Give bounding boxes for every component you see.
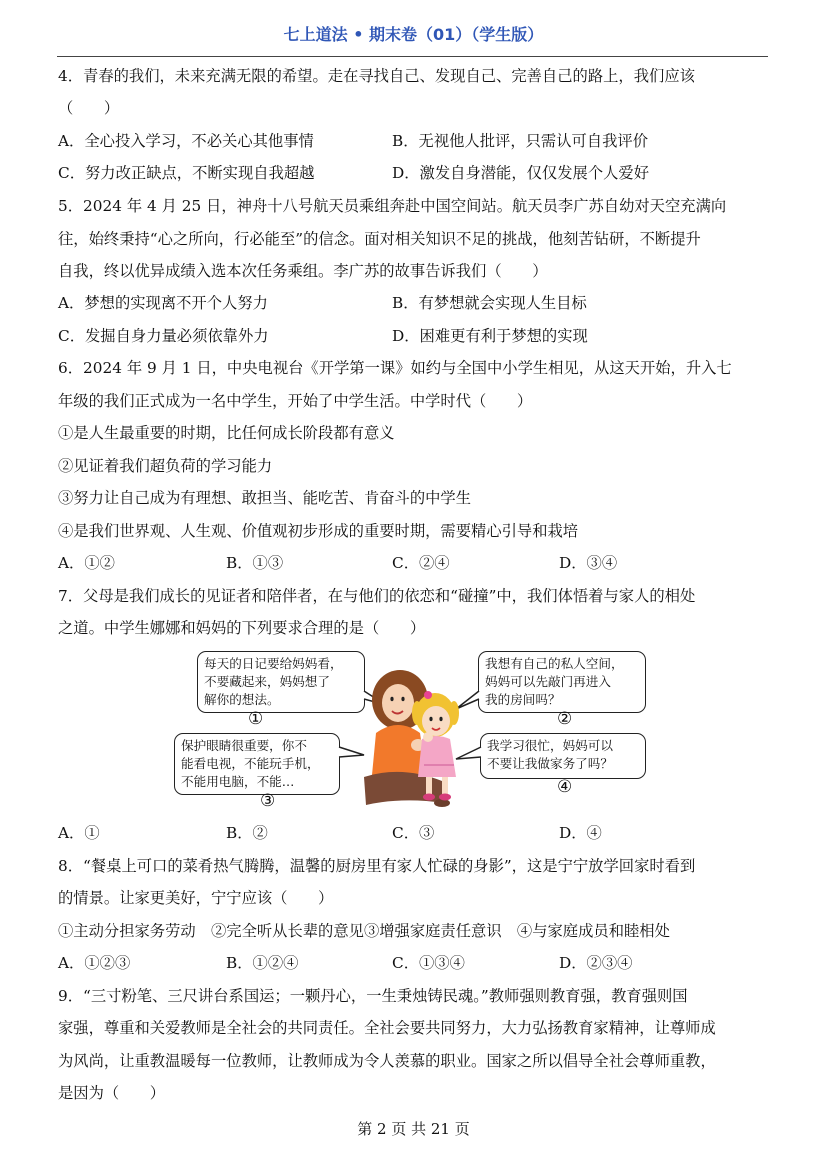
q5-option-c: C．发掘自身力量必须依靠外力 xyxy=(58,327,269,345)
bubble-1-line1: 每天的日记要给妈妈看， xyxy=(204,656,343,671)
mother-daughter-illustration xyxy=(362,665,472,810)
q6-option-a: A．①② xyxy=(58,554,115,572)
q5-option-b: B．有梦想就会实现人生目标 xyxy=(392,294,587,312)
q8-statements: ①主动分担家务劳动 ②完全听从长辈的意见③增强家庭责任意识 ④与家庭成员和睦相处 xyxy=(58,922,670,940)
q4-option-a: A．全心投入学习，不必关心其他事情 xyxy=(58,132,314,150)
q8-stem-line2: 的情景。让家更美好，宁宁应该（ ） xyxy=(58,889,334,907)
q9-stem-line1: 9．“三寸粉笔、三尺讲台系国运；一颗丹心，一生秉烛铸民魂。”教师强则教育强，教育强则国 xyxy=(58,987,688,1005)
mother-daughter-comic xyxy=(172,647,648,809)
q9-stem-line2: 家强，尊重和关爱教师是全社会的共同责任。全社会要共同努力，大力弘扬教育家精神，让尊师成 xyxy=(58,1019,716,1037)
q5-option-a: A．梦想的实现离不开个人努力 xyxy=(58,294,268,312)
bubble-2-line2: 妈妈可以先敲门再进入 xyxy=(485,674,611,689)
q8-option-b: B．①②④ xyxy=(226,954,299,972)
q9-stem-line3: 为风尚，让重教温暖每一位教师，让教师成为令人羡慕的职业。国家之所以倡导全社会尊师重教， xyxy=(58,1052,716,1070)
q6-stem-line1: 6．2024 年 9 月 1 日，中央电视台《开学第一课》如约与全国中小学生相见，从这天开始，升入七 xyxy=(58,359,732,377)
q4-option-d: D．激发自身潜能，仅仅发展个人爱好 xyxy=(392,164,650,182)
q6-option-c: C．②④ xyxy=(392,554,450,572)
bubble-2-line3: 我的房间吗？ xyxy=(485,692,561,707)
q7-option-a: A．① xyxy=(58,824,100,842)
q8-option-d: D．②③④ xyxy=(559,954,633,972)
q8-option-a: A．①②③ xyxy=(58,954,131,972)
q7-stem-line1: 7．父母是我们成长的见证者和陪伴者，在与他们的依恋和“碰撞”中，我们体悟着与家人的相处 xyxy=(58,587,696,605)
label-circle-4: ④ xyxy=(557,777,573,797)
q5-stem-line2: 往，始终秉持“心之所向，行必能至”的信念。面对相关知识不足的挑战，他刻苦钻研，不断提升 xyxy=(58,230,701,248)
bubble-3-line2: 能看电视，不能玩手机， xyxy=(181,756,320,771)
q4-option-b: B．无视他人批评，只需认可自我评价 xyxy=(392,132,648,150)
q6-stem-line2: 年级的我们正式成为一名中学生，开始了中学生活。中学时代（ ） xyxy=(58,392,533,410)
page-header-title: 七上道法 • 期末卷（01）（学生版） xyxy=(283,25,544,44)
bubble-4-line1: 我学习很忙，妈妈可以 xyxy=(487,738,613,753)
page-footer: 第 2 页 共 21 页 xyxy=(357,1120,470,1138)
q4-stem-line1: 4．青春的我们，未来充满无限的希望。走在寻找自己、发现自己、完善自己的路上，我们应该 xyxy=(58,67,695,85)
q6-statement-4: ④是我们世界观、人生观、价值观初步形成的重要时期，需要精心引导和栽培 xyxy=(58,522,579,540)
q5-option-d: D．困难更有利于梦想的实现 xyxy=(392,327,588,345)
q6-option-b: B．①③ xyxy=(226,554,284,572)
q4-stem-line2: （ ） xyxy=(58,99,120,117)
q7-option-d: D．④ xyxy=(559,824,602,842)
bubble-1-line2: 不要藏起来，妈妈想了 xyxy=(204,674,330,689)
bubble-4-line2: 不要让我做家务了吗？ xyxy=(487,756,613,771)
bubble-3-line3: 不能用电脑，不能… xyxy=(181,774,295,789)
q6-statement-3: ③努力让自己成为有理想、敢担当、能吃苦、肯奋斗的中学生 xyxy=(58,489,472,507)
label-circle-3: ③ xyxy=(260,791,276,811)
q5-stem-line1: 5．2024 年 4 月 25 日，神舟十八号航天员乘组奔赴中国空间站。航天员李广苏自幼对天空充满向 xyxy=(58,197,727,215)
q7-option-b: B．② xyxy=(226,824,268,842)
q8-stem-line1: 8．“餐桌上可口的菜肴热气腾腾，温馨的厨房里有家人忙碌的身影”，这是宁宁放学回家时看到 xyxy=(58,857,696,875)
q7-option-c: C．③ xyxy=(392,824,435,842)
bubble-2-line1: 我想有自己的私人空间， xyxy=(485,656,624,671)
q8-option-c: C．①③④ xyxy=(392,954,465,972)
bubble-1-line3: 解你的想法。 xyxy=(204,692,280,707)
label-circle-1: ① xyxy=(248,709,264,729)
q9-stem-line4: 是因为（ ） xyxy=(58,1084,166,1102)
q6-statement-1: ①是人生最重要的时期，比任何成长阶段都有意义 xyxy=(58,424,395,442)
q4-option-c: C．努力改正缺点，不断实现自我超越 xyxy=(58,164,315,182)
bubble-3-line1: 保护眼睛很重要，你不 xyxy=(181,738,307,753)
q7-stem-line2: 之道。中学生娜娜和妈妈的下列要求合理的是（ ） xyxy=(58,619,426,637)
q6-statement-2: ②见证着我们超负荷的学习能力 xyxy=(58,457,273,475)
q6-option-d: D．③④ xyxy=(559,554,618,572)
header-divider xyxy=(57,56,768,57)
q5-stem-line3: 自我，终以优异成绩入选本次任务乘组。李广苏的故事告诉我们（ ） xyxy=(58,262,548,280)
label-circle-2: ② xyxy=(557,709,573,729)
